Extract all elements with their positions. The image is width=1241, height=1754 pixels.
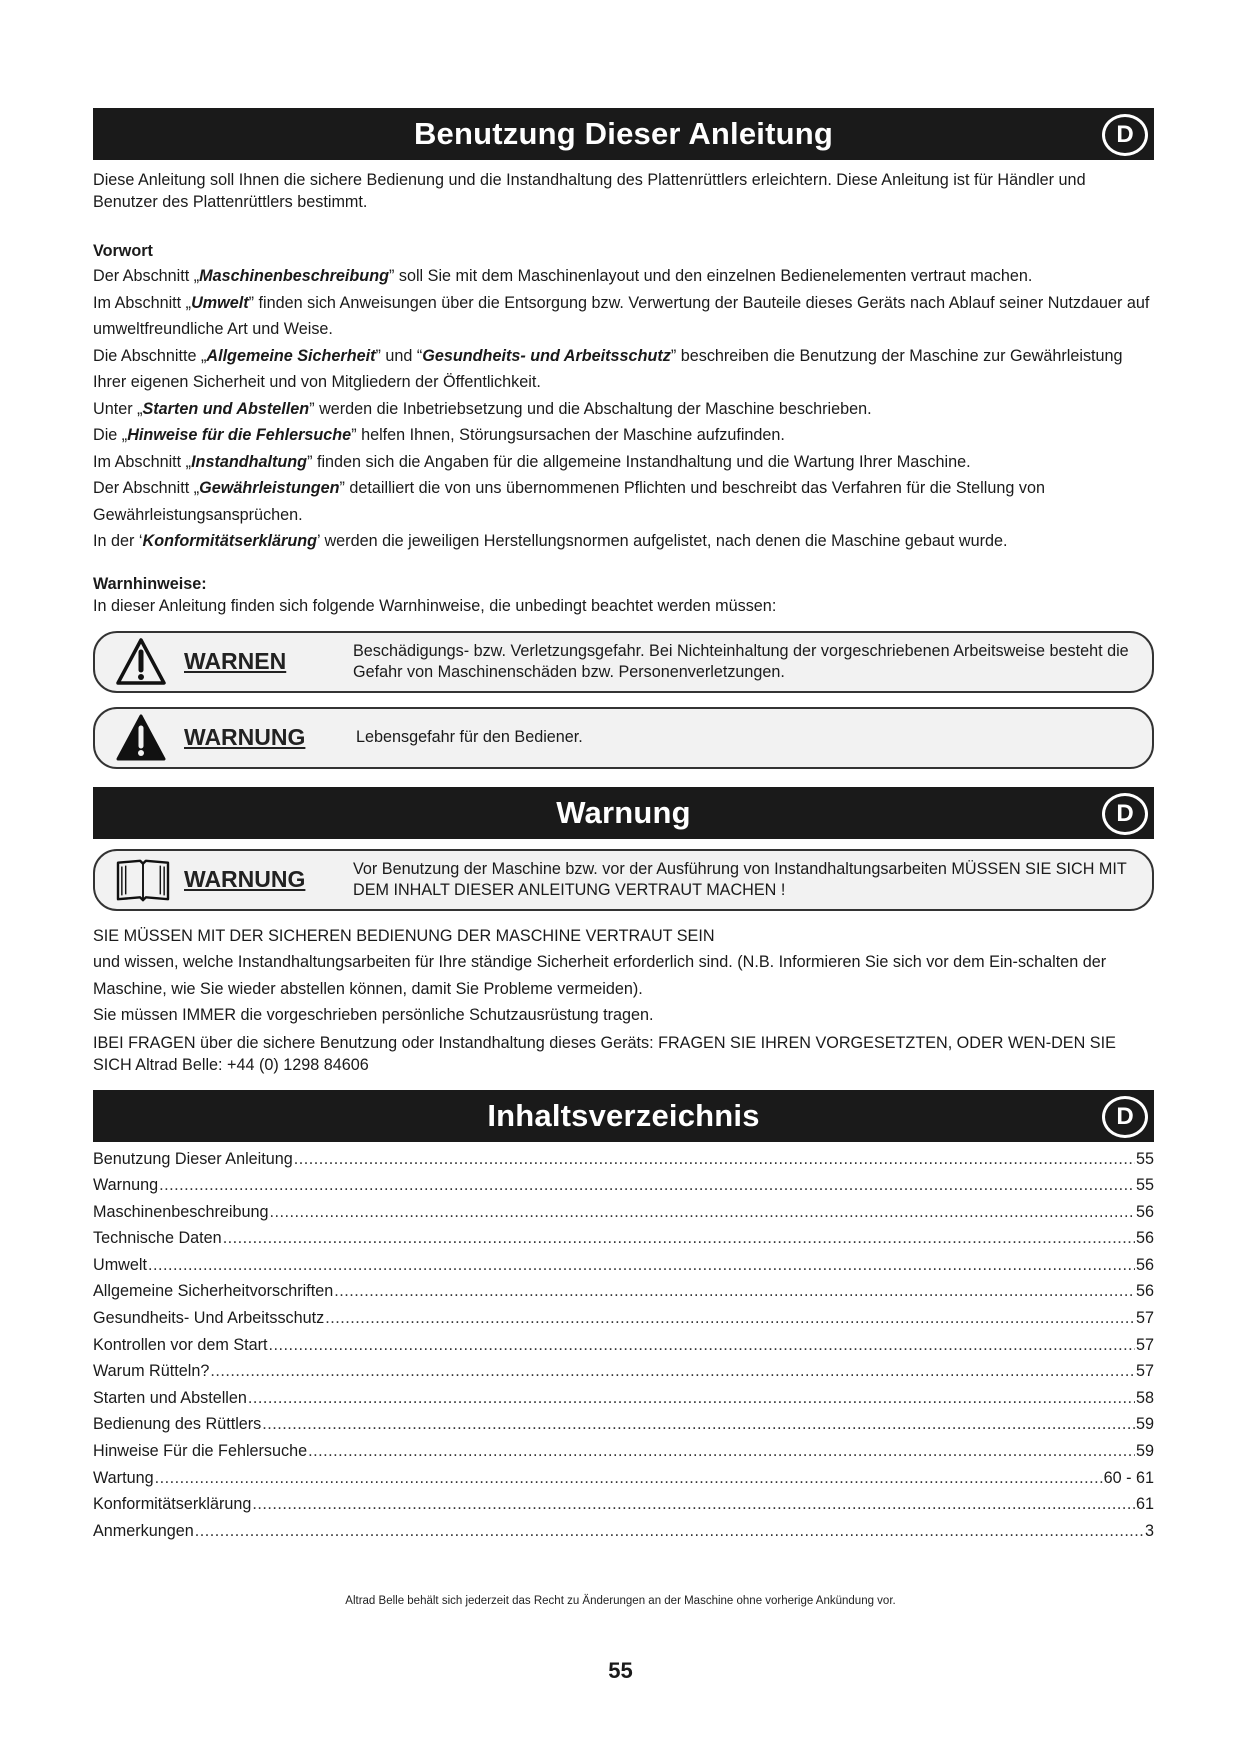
toc-entry: Kontrollen vor dem Start ..... 57 xyxy=(93,1332,1154,1359)
toc-entry: Warnung ..... 55 xyxy=(93,1172,1154,1199)
warnen-description: Beschädigungs- bzw. Verletzungsgefahr. Bei Nichteinhaltung der vorgeschriebenen Arbeitsweise besteht die Gefahr von Maschinenschäden bzw. Personenverletzungen. xyxy=(353,641,1129,681)
vorwort-line: In der ‘Konformitätserklärung’ werden die jeweiligen Herstellungsnormen aufgelistet, nach denen die Maschine gebaut wurde. xyxy=(93,532,1008,550)
warnhinweise-heading: Warnhinweise: xyxy=(93,574,207,593)
warning-line: Sie müssen IMMER die vorgeschrieben persönliche Schutzausrüstung tragen. xyxy=(93,1006,654,1024)
vorwort-line: Im Abschnitt „Instandhaltung” finden sich die Angaben für die allgemeine Instandhaltung und die Wartung Ihrer Maschine. xyxy=(93,452,971,471)
toc-entry: Allgemeine Sicherheitvorschriften ..... 56 xyxy=(93,1278,1154,1305)
toc-entry: Konformitätserklärung ..... 61 xyxy=(93,1491,1154,1518)
vorwort-line: Der Abschnitt „Gewährleistungen” detailliert die von uns übernommenen Pflichten und beschreibt das Verfahren für die Stellung von Gewährleistungsansprüchen. xyxy=(93,479,1045,524)
warnhinweise-intro: In dieser Anleitung finden sich folgende Warnhinweise, die unbedingt beachtet werden müssen: xyxy=(93,596,777,615)
toc-entry: Umwelt ..... 56 xyxy=(93,1252,1154,1279)
toc-entry: Hinweise Für die Fehlersuche ..... 59 xyxy=(93,1438,1154,1465)
manual-warning-label: WARNUNG xyxy=(184,866,306,892)
section-title: Benutzung Dieser Anleitung xyxy=(413,116,834,151)
vorwort-line: Der Abschnitt „Maschinenbeschreibung” soll Sie mit dem Maschinenlayout und den einzelnen Bedienelementen vertraut machen. xyxy=(93,267,1033,285)
toc-entry: Anmerkungen ..... 3 xyxy=(93,1518,1154,1545)
table-of-contents xyxy=(93,1146,1154,1545)
danger-triangle-icon xyxy=(115,713,167,763)
caution-triangle-icon xyxy=(115,637,167,687)
toc-entry: Technische Daten ..... 56 xyxy=(93,1225,1154,1252)
language-badge: D xyxy=(1102,114,1148,156)
vorwort-line: Unter „Starten und Abstellen” werden die Inbetriebsetzung und die Abschaltung der Maschine beschrieben. xyxy=(93,399,872,418)
vorwort-list xyxy=(93,263,1154,555)
warnen-box xyxy=(93,631,1154,693)
footer-note: Altrad Belle behält sich jederzeit das Recht zu Änderungen an der Maschine ohne vorherige Ankündung vor. xyxy=(345,1595,896,1607)
toc-entry: Benutzung Dieser Anleitung ..... 55 xyxy=(93,1146,1154,1173)
toc-entry: Bedienung des Rüttlers ..... 59 xyxy=(93,1411,1154,1438)
toc-entry: Gesundheits- Und Arbeitsschutz ..... 57 xyxy=(93,1305,1154,1332)
section-header-contents xyxy=(93,1090,1154,1142)
section-header-usage xyxy=(93,108,1154,160)
warning-line: und wissen, welche Instandhaltungsarbeiten für Ihre ständige Sicherheit erforderlich sind. (N.B. Informieren Sie sich vor dem Ein-schalten der Maschine, wie Sie wieder abstellen können, damit Sie Probleme vermeiden). xyxy=(93,953,1107,998)
toc-entry: Starten und Abstellen ..... 58 xyxy=(93,1385,1154,1412)
warning-text xyxy=(93,923,1154,1076)
intro-paragraph: Diese Anleitung soll Ihnen die sichere Bedienung und die Instandhaltung des Plattenrüttlers erleichtern. Diese Anleitung ist für Händler und Benutzer des Plattenrüttlers bestimmt. xyxy=(93,171,1086,211)
page-number: 55 xyxy=(608,1658,633,1683)
language-badge: D xyxy=(1102,1096,1148,1138)
warning-line: IBEI FRAGEN über die sichere Benutzung oder Instandhaltung dieses Geräts: FRAGEN SIE IHREN VORGESETZTEN, ODER WEN-DEN SIE SICH Altrad Belle: +44 (0) 1298 84606 xyxy=(93,1033,1116,1074)
vorwort-line: Die Abschnitte „Allgemeine Sicherheit” und “Gesundheits- und Arbeitsschutz” beschreiben die Benutzung der Maschine zur Gewährleistung Ihrer eigenen Sicherheit und von Mitgliedern der Öffentlichkeit. xyxy=(93,346,1123,391)
manual-page xyxy=(93,108,1154,1544)
warning-line: SIE MÜSSEN MIT DER SICHEREN BEDIENUNG DER MASCHINE VERTRAUT SEIN xyxy=(93,926,715,945)
open-book-icon xyxy=(113,855,173,905)
section-title: Warnung xyxy=(556,794,691,830)
vorwort-heading: Vorwort xyxy=(93,242,153,260)
toc-entry: Warum Rütteln? ..... 57 xyxy=(93,1358,1154,1385)
section-header-warning xyxy=(93,787,1154,839)
manual-warning-description: Vor Benutzung der Maschine bzw. vor der Ausführung von Instandhaltungsarbeiten MÜSSEN SIE SICH MIT DEM INHALT DIESER ANLEITUNG VERTRAUT MACHEN ! xyxy=(353,859,1127,899)
vorwort-line: Im Abschnitt „Umwelt” finden sich Anweisungen über die Entsorgung bzw. Verwertung der Bauteile dieses Geräts nach Ablauf seiner Nutzdauer auf umweltfreundliche Art und Weise. xyxy=(93,293,1150,338)
warnung-box xyxy=(93,707,1154,769)
warnung-description: Lebensgefahr für den Bediener. xyxy=(356,728,583,746)
warnung-label: WARNUNG xyxy=(184,724,306,750)
toc-entry: Maschinenbeschreibung ..... 56 xyxy=(93,1199,1154,1226)
section-title: Inhaltsverzeichnis xyxy=(487,1097,760,1133)
warnen-label: WARNEN xyxy=(184,648,287,674)
vorwort-line: Die „Hinweise für die Fehlersuche” helfen Ihnen, Störungsursachen der Maschine aufzufinden. xyxy=(93,426,785,444)
manual-warning-box xyxy=(93,849,1154,911)
language-badge: D xyxy=(1102,793,1148,835)
toc-entry: Wartung ..... 60 - 61 xyxy=(93,1465,1154,1492)
